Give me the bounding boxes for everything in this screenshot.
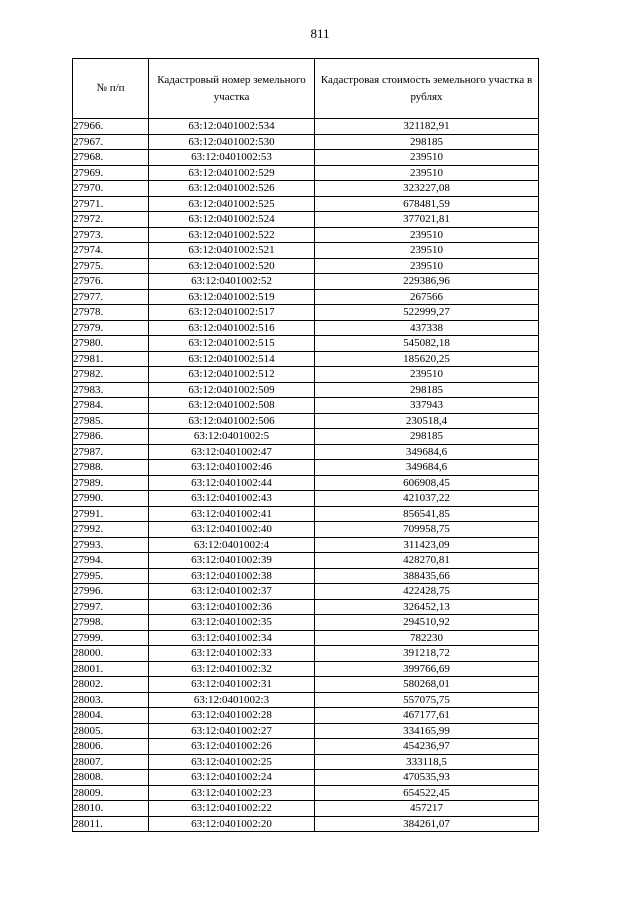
cadastral-number-cell: 63:12:0401002:515 [149, 336, 315, 352]
row-number-cell: 27969. [73, 165, 149, 181]
table-row [73, 661, 539, 677]
cadastral-number-cell: 63:12:0401002:508 [149, 398, 315, 414]
cadastral-number-cell: 63:12:0401002:34 [149, 630, 315, 646]
table-row [73, 739, 539, 755]
row-number-cell: 27999. [73, 630, 149, 646]
cadastral-number-cell: 63:12:0401002:25 [149, 754, 315, 770]
row-number-cell: 27977. [73, 289, 149, 305]
cadastral-number-cell: 63:12:0401002:4 [149, 537, 315, 553]
cadastral-number-cell: 63:12:0401002:20 [149, 816, 315, 832]
table-row [73, 134, 539, 150]
cadastral-value-cell: 654522,45 [315, 785, 539, 801]
cadastral-value-cell: 467177,61 [315, 708, 539, 724]
row-number-cell: 28003. [73, 692, 149, 708]
cadastral-number-cell: 63:12:0401002:526 [149, 181, 315, 197]
header-cadastral-number: Кадастровый номер земельного участка [149, 59, 315, 119]
row-number-cell: 27978. [73, 305, 149, 321]
table-row [73, 351, 539, 367]
table-row [73, 165, 539, 181]
row-number-cell: 28008. [73, 770, 149, 786]
row-number-cell: 27985. [73, 413, 149, 429]
cadastral-value-cell: 334165,99 [315, 723, 539, 739]
cadastral-value-cell: 678481,59 [315, 196, 539, 212]
cadastral-number-cell: 63:12:0401002:26 [149, 739, 315, 755]
cadastral-number-cell: 63:12:0401002:32 [149, 661, 315, 677]
cadastral-value-cell: 298185 [315, 134, 539, 150]
table-row [73, 320, 539, 336]
cadastral-number-cell: 63:12:0401002:529 [149, 165, 315, 181]
cadastral-value-table [72, 58, 539, 832]
table-row [73, 274, 539, 290]
cadastral-value-cell: 522999,27 [315, 305, 539, 321]
row-number-cell: 28005. [73, 723, 149, 739]
cadastral-value-cell: 229386,96 [315, 274, 539, 290]
cadastral-value-cell: 391218,72 [315, 646, 539, 662]
cadastral-number-cell: 63:12:0401002:39 [149, 553, 315, 569]
cadastral-number-cell: 63:12:0401002:41 [149, 506, 315, 522]
table-row [73, 568, 539, 584]
cadastral-value-cell: 856541,85 [315, 506, 539, 522]
table-row [73, 708, 539, 724]
table-row [73, 770, 539, 786]
table-body [73, 119, 539, 832]
cadastral-number-cell: 63:12:0401002:22 [149, 801, 315, 817]
cadastral-number-cell: 63:12:0401002:3 [149, 692, 315, 708]
row-number-cell: 27987. [73, 444, 149, 460]
cadastral-number-cell: 63:12:0401002:44 [149, 475, 315, 491]
cadastral-number-cell: 63:12:0401002:534 [149, 119, 315, 135]
cadastral-value-cell: 384261,07 [315, 816, 539, 832]
row-number-cell: 27970. [73, 181, 149, 197]
row-number-cell: 28002. [73, 677, 149, 693]
cadastral-value-cell: 709958,75 [315, 522, 539, 538]
row-number-cell: 27981. [73, 351, 149, 367]
cadastral-value-cell: 239510 [315, 258, 539, 274]
cadastral-value-cell: 399766,69 [315, 661, 539, 677]
row-number-cell: 27984. [73, 398, 149, 414]
table-row [73, 289, 539, 305]
cadastral-number-cell: 63:12:0401002:38 [149, 568, 315, 584]
row-number-cell: 27980. [73, 336, 149, 352]
cadastral-number-cell: 63:12:0401002:522 [149, 227, 315, 243]
cadastral-value-cell: 349684,6 [315, 444, 539, 460]
row-number-cell: 27992. [73, 522, 149, 538]
cadastral-number-cell: 63:12:0401002:519 [149, 289, 315, 305]
cadastral-value-cell: 321182,91 [315, 119, 539, 135]
row-number-cell: 27995. [73, 568, 149, 584]
table-row [73, 243, 539, 259]
cadastral-number-cell: 63:12:0401002:46 [149, 460, 315, 476]
cadastral-value-cell: 428270,81 [315, 553, 539, 569]
cadastral-value-cell: 230518,4 [315, 413, 539, 429]
header-row [73, 59, 539, 119]
table-row [73, 754, 539, 770]
cadastral-number-cell: 63:12:0401002:506 [149, 413, 315, 429]
table-row [73, 181, 539, 197]
table-row [73, 212, 539, 228]
cadastral-number-cell: 63:12:0401002:28 [149, 708, 315, 724]
table-row [73, 522, 539, 538]
cadastral-value-cell: 311423,09 [315, 537, 539, 553]
row-number-cell: 28004. [73, 708, 149, 724]
table-row [73, 336, 539, 352]
row-number-cell: 27975. [73, 258, 149, 274]
row-number-cell: 27994. [73, 553, 149, 569]
row-number-cell: 28009. [73, 785, 149, 801]
cadastral-number-cell: 63:12:0401002:36 [149, 599, 315, 615]
cadastral-number-cell: 63:12:0401002:521 [149, 243, 315, 259]
cadastral-value-cell: 377021,81 [315, 212, 539, 228]
cadastral-value-cell: 557075,75 [315, 692, 539, 708]
table-row [73, 692, 539, 708]
cadastral-value-cell: 349684,6 [315, 460, 539, 476]
cadastral-value-cell: 437338 [315, 320, 539, 336]
table-row [73, 429, 539, 445]
cadastral-value-cell: 298185 [315, 382, 539, 398]
cadastral-number-cell: 63:12:0401002:43 [149, 491, 315, 507]
table-row [73, 801, 539, 817]
cadastral-number-cell: 63:12:0401002:53 [149, 150, 315, 166]
table-row [73, 444, 539, 460]
cadastral-value-cell: 239510 [315, 243, 539, 259]
cadastral-number-cell: 63:12:0401002:509 [149, 382, 315, 398]
cadastral-number-cell: 63:12:0401002:517 [149, 305, 315, 321]
row-number-cell: 28006. [73, 739, 149, 755]
cadastral-number-cell: 63:12:0401002:27 [149, 723, 315, 739]
row-number-cell: 27990. [73, 491, 149, 507]
cadastral-number-cell: 63:12:0401002:514 [149, 351, 315, 367]
table-row [73, 398, 539, 414]
table-row [73, 723, 539, 739]
cadastral-number-cell: 63:12:0401002:520 [149, 258, 315, 274]
cadastral-value-cell: 782230 [315, 630, 539, 646]
cadastral-value-cell: 422428,75 [315, 584, 539, 600]
row-number-cell: 28001. [73, 661, 149, 677]
table-row [73, 150, 539, 166]
row-number-cell: 27983. [73, 382, 149, 398]
header-row-number: № п/п [73, 59, 149, 119]
table-row [73, 382, 539, 398]
cadastral-number-cell: 63:12:0401002:40 [149, 522, 315, 538]
cadastral-value-cell: 388435,66 [315, 568, 539, 584]
row-number-cell: 27989. [73, 475, 149, 491]
row-number-cell: 28000. [73, 646, 149, 662]
header-cadastral-value: Кадастровая стоимость земельного участка в рублях [315, 59, 539, 119]
row-number-cell: 27973. [73, 227, 149, 243]
table-row [73, 646, 539, 662]
cadastral-number-cell: 63:12:0401002:512 [149, 367, 315, 383]
row-number-cell: 27968. [73, 150, 149, 166]
cadastral-value-cell: 239510 [315, 165, 539, 181]
cadastral-value-cell: 185620,25 [315, 351, 539, 367]
table-row [73, 630, 539, 646]
cadastral-value-cell: 239510 [315, 150, 539, 166]
table-row [73, 506, 539, 522]
row-number-cell: 27996. [73, 584, 149, 600]
row-number-cell: 27967. [73, 134, 149, 150]
cadastral-value-cell: 298185 [315, 429, 539, 445]
cadastral-number-cell: 63:12:0401002:530 [149, 134, 315, 150]
cadastral-number-cell: 63:12:0401002:524 [149, 212, 315, 228]
cadastral-value-cell: 454236,97 [315, 739, 539, 755]
table-row [73, 491, 539, 507]
row-number-cell: 27966. [73, 119, 149, 135]
row-number-cell: 27976. [73, 274, 149, 290]
row-number-cell: 27991. [73, 506, 149, 522]
table-row [73, 258, 539, 274]
cadastral-value-cell: 421037,22 [315, 491, 539, 507]
table-row [73, 460, 539, 476]
row-number-cell: 28007. [73, 754, 149, 770]
cadastral-number-cell: 63:12:0401002:24 [149, 770, 315, 786]
table-header [73, 59, 539, 119]
cadastral-value-cell: 545082,18 [315, 336, 539, 352]
table-row [73, 305, 539, 321]
table-row [73, 119, 539, 135]
table-row [73, 677, 539, 693]
cadastral-value-cell: 470535,93 [315, 770, 539, 786]
page-number: 811 [310, 26, 330, 41]
row-number-cell: 27971. [73, 196, 149, 212]
row-number-cell: 28011. [73, 816, 149, 832]
cadastral-value-cell: 267566 [315, 289, 539, 305]
cadastral-number-cell: 63:12:0401002:23 [149, 785, 315, 801]
row-number-cell: 27997. [73, 599, 149, 615]
row-number-cell: 27974. [73, 243, 149, 259]
table-row [73, 584, 539, 600]
cadastral-number-cell: 63:12:0401002:525 [149, 196, 315, 212]
row-number-cell: 27986. [73, 429, 149, 445]
table-row [73, 475, 539, 491]
table-row [73, 196, 539, 212]
table-row [73, 227, 539, 243]
cadastral-number-cell: 63:12:0401002:5 [149, 429, 315, 445]
cadastral-value-cell: 239510 [315, 367, 539, 383]
row-number-cell: 27982. [73, 367, 149, 383]
cadastral-number-cell: 63:12:0401002:516 [149, 320, 315, 336]
cadastral-number-cell: 63:12:0401002:47 [149, 444, 315, 460]
table-row [73, 615, 539, 631]
cadastral-value-cell: 457217 [315, 801, 539, 817]
row-number-cell: 27972. [73, 212, 149, 228]
table-row [73, 413, 539, 429]
cadastral-number-cell: 63:12:0401002:35 [149, 615, 315, 631]
row-number-cell: 27988. [73, 460, 149, 476]
cadastral-value-cell: 294510,92 [315, 615, 539, 631]
cadastral-value-cell: 606908,45 [315, 475, 539, 491]
table-row [73, 785, 539, 801]
table-row [73, 367, 539, 383]
cadastral-value-cell: 326452,13 [315, 599, 539, 615]
table-row [73, 816, 539, 832]
cadastral-value-cell: 337943 [315, 398, 539, 414]
cadastral-number-cell: 63:12:0401002:33 [149, 646, 315, 662]
cadastral-value-cell: 323227,08 [315, 181, 539, 197]
cadastral-value-cell: 580268,01 [315, 677, 539, 693]
table-row [73, 553, 539, 569]
cadastral-number-cell: 63:12:0401002:31 [149, 677, 315, 693]
row-number-cell: 27979. [73, 320, 149, 336]
table-row [73, 599, 539, 615]
row-number-cell: 27993. [73, 537, 149, 553]
cadastral-value-cell: 239510 [315, 227, 539, 243]
row-number-cell: 27998. [73, 615, 149, 631]
table-row [73, 537, 539, 553]
cadastral-number-cell: 63:12:0401002:52 [149, 274, 315, 290]
cadastral-number-cell: 63:12:0401002:37 [149, 584, 315, 600]
row-number-cell: 28010. [73, 801, 149, 817]
cadastral-value-cell: 333118,5 [315, 754, 539, 770]
